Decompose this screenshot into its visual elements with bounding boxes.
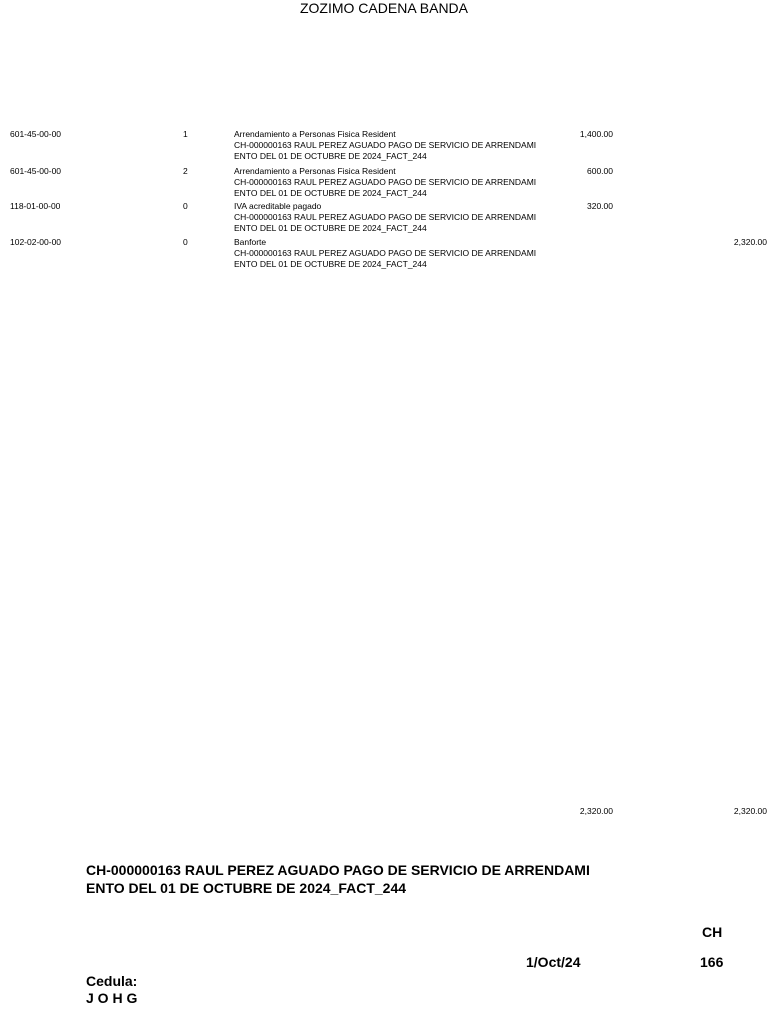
- policy-description-line1: CH-000000163 RAUL PEREZ AGUADO PAGO DE SERVICIO DE ARRENDAMI: [86, 862, 590, 878]
- entry-reference-line2: ENTO DEL 01 DE OCTUBRE DE 2024_FACT_244: [234, 259, 427, 269]
- debit-amount: 1,400.00: [579, 129, 613, 139]
- entry-number: 1: [183, 129, 188, 139]
- credit-amount: 2,320.00: [733, 237, 767, 247]
- policy-type: CH: [702, 924, 723, 940]
- account-code: 601-45-00-00: [10, 129, 62, 139]
- debit-amount: 320.00: [587, 201, 613, 211]
- total-credit: 2,320.00: [733, 806, 767, 816]
- entry-reference-line2: ENTO DEL 01 DE OCTUBRE DE 2024_FACT_244: [234, 151, 427, 161]
- entry-reference-line1: CH-000000163 RAUL PEREZ AGUADO PAGO DE SERVICIO DE ARRENDAMI: [234, 177, 537, 187]
- company-title: ZOZIMO CADENA BANDA: [299, 0, 469, 16]
- entry-reference-line1: CH-000000163 RAUL PEREZ AGUADO PAGO DE SERVICIO DE ARRENDAMI: [234, 248, 537, 258]
- entry-reference-line2: ENTO DEL 01 DE OCTUBRE DE 2024_FACT_244: [234, 223, 427, 233]
- entry-concept: Arrendamiento a Personas Fisica Resident: [234, 166, 396, 176]
- policy-number: 166: [700, 954, 724, 970]
- entry-concept: Arrendamiento a Personas Fisica Resident: [234, 129, 396, 139]
- account-code: 601-45-00-00: [10, 166, 62, 176]
- entry-reference-line1: CH-000000163 RAUL PEREZ AGUADO PAGO DE SERVICIO DE ARRENDAMI: [234, 140, 537, 150]
- policy-description-line2: ENTO DEL 01 DE OCTUBRE DE 2024_FACT_244: [86, 880, 407, 896]
- account-code: 102-02-00-00: [10, 237, 62, 247]
- entry-number: 0: [183, 201, 188, 211]
- entry-reference-line1: CH-000000163 RAUL PEREZ AGUADO PAGO DE SERVICIO DE ARRENDAMI: [234, 212, 537, 222]
- policy-date: 1/Oct/24: [526, 954, 581, 970]
- entry-reference-line2: ENTO DEL 01 DE OCTUBRE DE 2024_FACT_244: [234, 188, 427, 198]
- entry-number: 2: [183, 166, 188, 176]
- debit-amount: 600.00: [587, 166, 613, 176]
- entry-number: 0: [183, 237, 188, 247]
- entry-concept: Banforte: [234, 237, 267, 247]
- account-code: 118-01-00-00: [10, 201, 61, 211]
- total-debit: 2,320.00: [579, 806, 613, 816]
- entry-concept: IVA acreditable pagado: [234, 201, 322, 211]
- cedula-value: J O H G: [86, 990, 138, 1006]
- cedula-label: Cedula:: [86, 973, 138, 989]
